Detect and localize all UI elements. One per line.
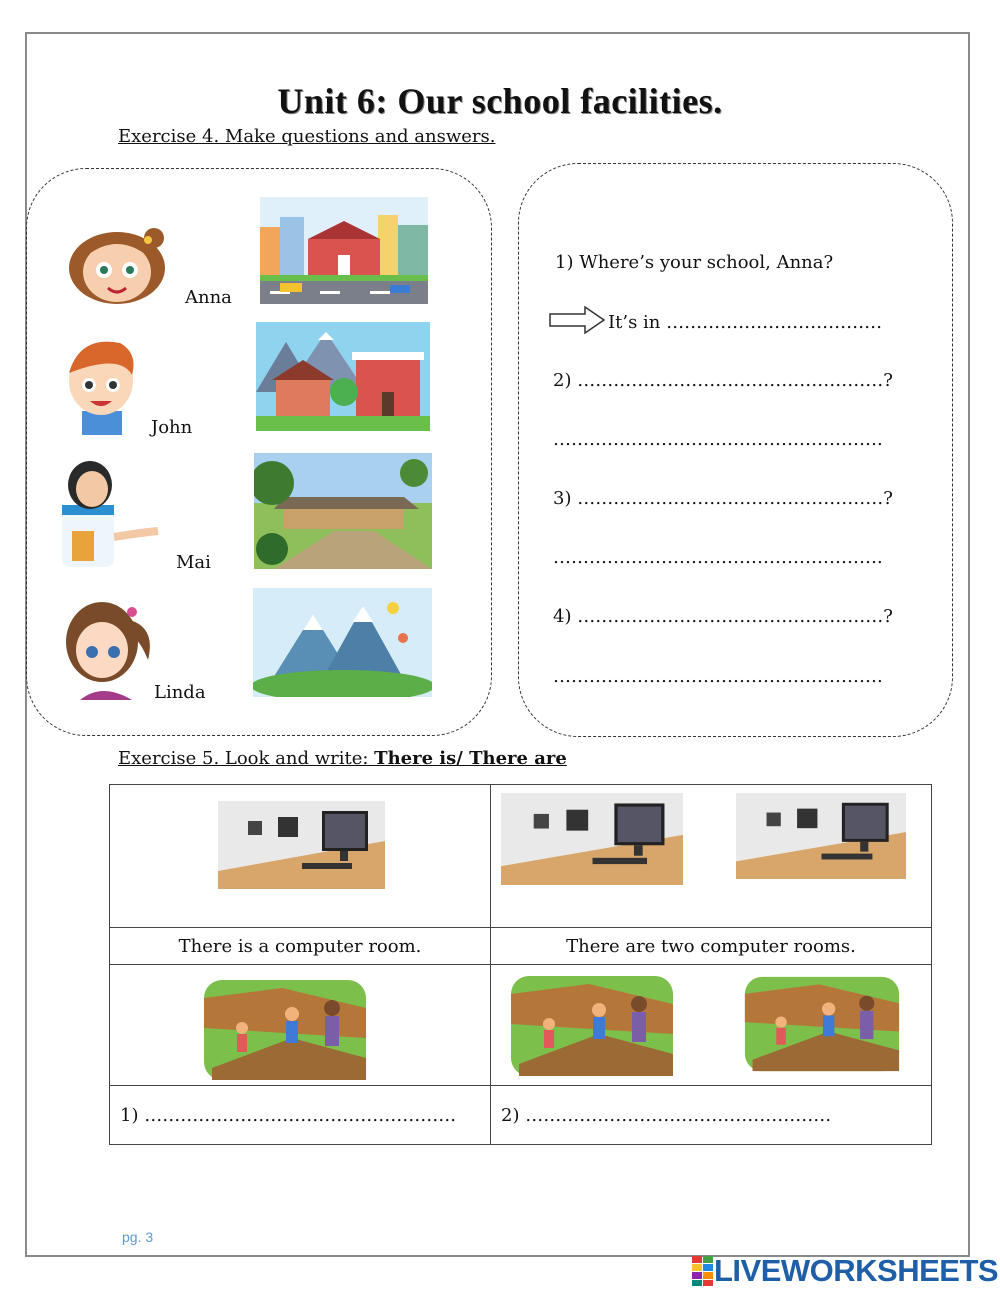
two-computer-rooms-cell [491, 785, 932, 928]
computer-room-picture [218, 801, 385, 889]
answer-2-field[interactable]: 2) …………………………………………… [491, 1086, 932, 1145]
liveworksheets-logo[interactable] [692, 1254, 998, 1288]
girl-with-maths-book-icon [58, 459, 173, 571]
liveworksheets-logo-text: LIVEWORKSHEETS [714, 1253, 999, 1288]
village-school-picture [256, 322, 430, 431]
school-garden-picture [509, 974, 675, 1078]
answer-4-blank[interactable]: ………………………………………………. [553, 666, 883, 687]
girl-with-bun-face-icon [62, 220, 177, 306]
liveworksheets-logo-icon [692, 1256, 714, 1286]
page-number: pg. 3 [122, 1229, 154, 1245]
caption-two-rooms: There are two computer rooms. [491, 928, 932, 965]
boy-face-icon [60, 333, 142, 435]
girl-with-ponytail-icon [60, 600, 158, 700]
question-2-blank[interactable]: 2) ……………………………………………? [553, 370, 893, 391]
school-garden-picture [202, 978, 368, 1082]
character-name-linda: Linda [154, 682, 206, 703]
questions-box [518, 163, 953, 737]
mountains-picture [253, 588, 432, 697]
answer-2-blank[interactable]: ………………………………………………. [553, 429, 883, 450]
caption-single-room: There is a computer room. [110, 928, 491, 965]
character-name-mai: Mai [176, 552, 211, 573]
school-garden-picture [743, 975, 901, 1073]
single-garden-cell [110, 965, 491, 1086]
exercise5-table [109, 784, 932, 1145]
question-4-blank[interactable]: 4) ……………………………………………? [553, 606, 893, 627]
countryside-school-picture [254, 453, 432, 569]
city-school-picture [260, 197, 428, 304]
arrow-right-icon [549, 306, 605, 334]
computer-room-picture [501, 793, 683, 885]
two-gardens-cell [491, 965, 932, 1086]
answer-1-blank[interactable]: It’s in ……………………………… [608, 312, 883, 333]
single-computer-room-cell [110, 785, 491, 928]
exercise5-heading: Exercise 5. Look and write: There is/ There are [118, 748, 567, 769]
question-3-blank[interactable]: 3) ……………………………………………? [553, 488, 893, 509]
answer-1-field[interactable]: 1) ……………………………………………. [110, 1086, 491, 1145]
character-name-john: John [151, 417, 193, 438]
exercise4-heading: Exercise 4. Make questions and answers. [118, 126, 496, 147]
computer-room-picture [736, 793, 906, 879]
svg-text:LIVE: LIVE [703, 1274, 706, 1275]
character-name-anna: Anna [185, 287, 232, 308]
answer-3-blank[interactable]: ………………………………………………. [553, 547, 883, 568]
question-1: 1) Where’s your school, Anna? [555, 252, 834, 273]
page-title: Unit 6: Our school facilities. [277, 81, 723, 121]
